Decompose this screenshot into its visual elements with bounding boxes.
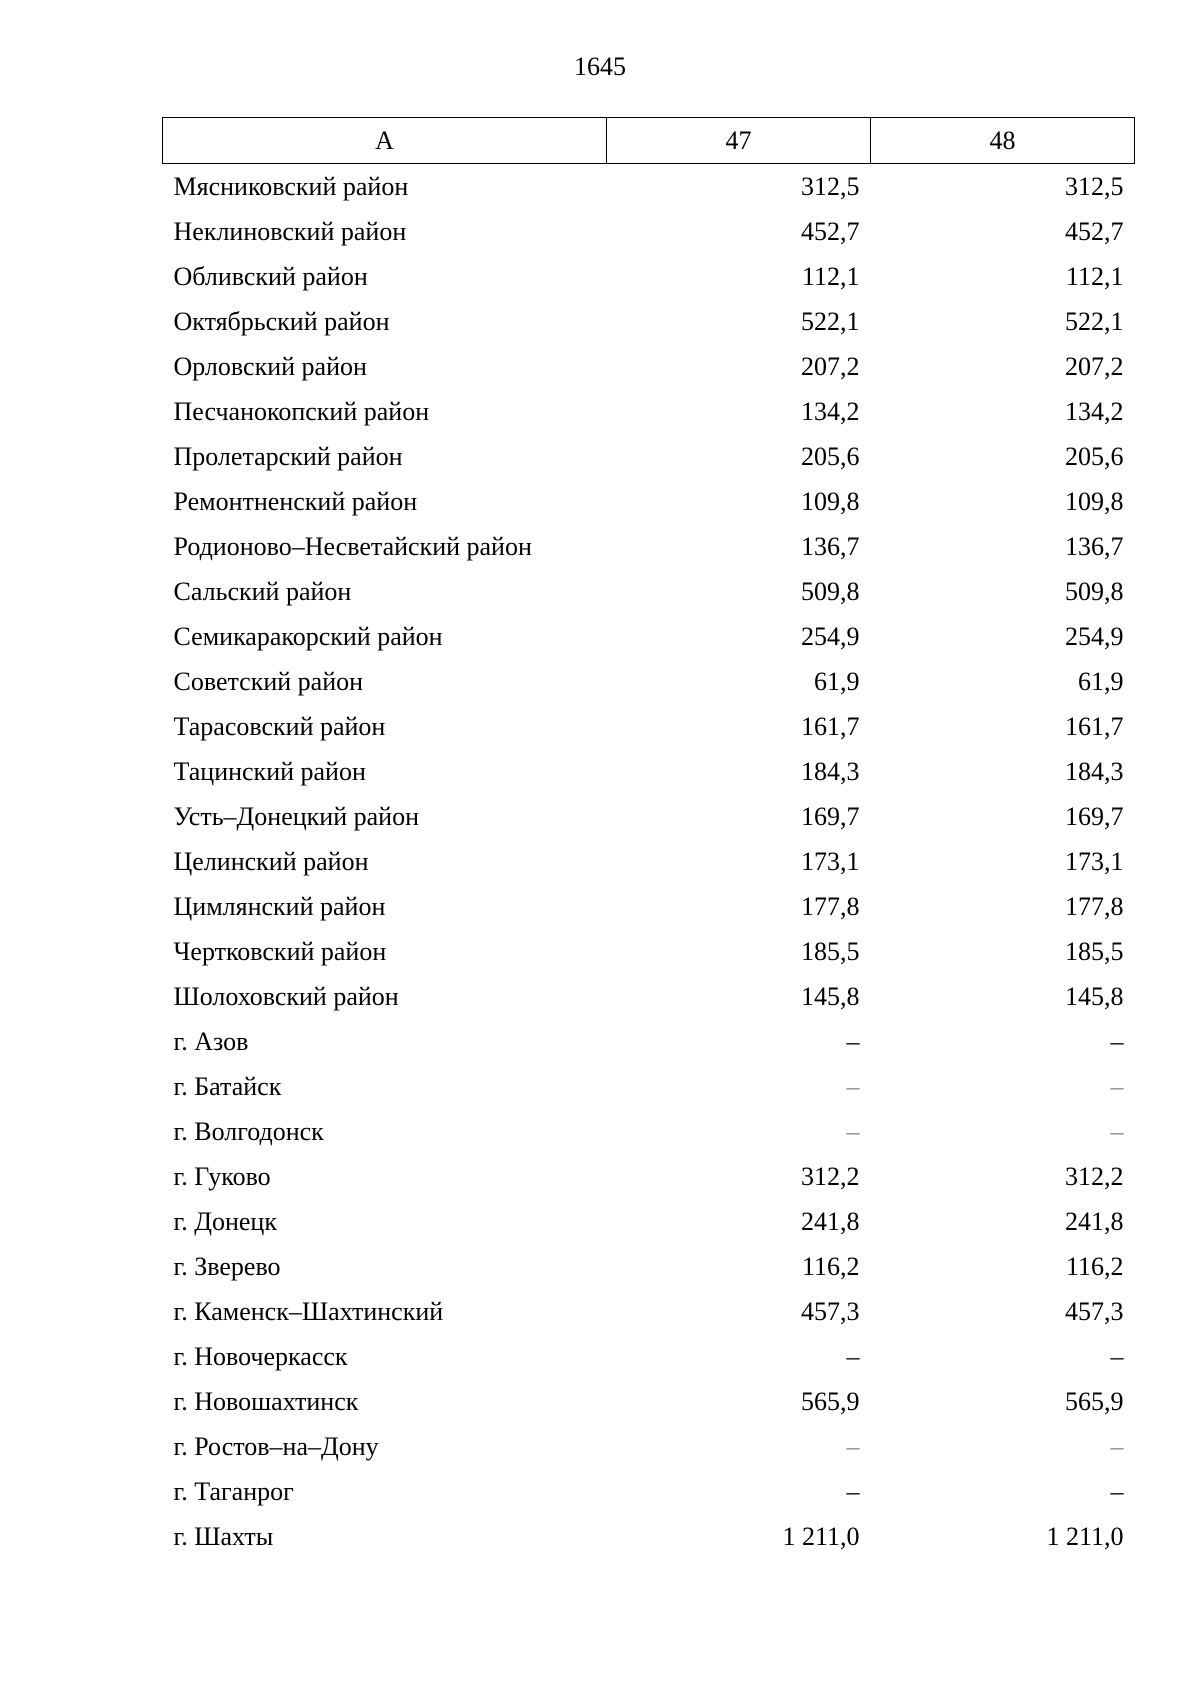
row-name-cell: г. Каменск–Шахтинский (173, 1296, 444, 1326)
row-name-cell: Шолоховский район (173, 981, 399, 1011)
value-47-cell: 241,8 (801, 1206, 860, 1236)
table-row (163, 929, 1135, 974)
value-47-cell: 116,2 (801, 1251, 860, 1281)
row-name-cell: Орловский район (173, 351, 367, 381)
value-48-cell: 134,2 (1065, 396, 1124, 426)
row-name-cell: Усть–Донецкий район (173, 801, 419, 831)
table-header-row (163, 118, 1135, 164)
value-47-cell: 457,3 (801, 1296, 860, 1326)
value-47-cell: – (846, 1071, 860, 1101)
value-48-cell: 61,9 (1078, 666, 1124, 696)
table-row (163, 254, 1135, 299)
value-47-cell: 207,2 (801, 351, 860, 381)
row-name-cell: Пролетарский район (173, 441, 403, 471)
value-48-cell: 509,8 (1065, 576, 1124, 606)
table-row (163, 1019, 1135, 1064)
value-48-cell: 457,3 (1065, 1296, 1124, 1326)
value-47-cell: – (846, 1026, 860, 1056)
value-48-cell: 109,8 (1065, 486, 1124, 516)
table-row (163, 1334, 1135, 1379)
row-name-cell: Обливский район (173, 261, 368, 291)
value-48-cell: 177,8 (1065, 891, 1124, 921)
value-47-cell: 205,6 (801, 441, 860, 471)
value-48-cell: 173,1 (1065, 846, 1124, 876)
row-name-cell: Песчанокопский район (173, 396, 430, 426)
row-name-cell: Цимлянский район (173, 891, 386, 921)
table-row (163, 1064, 1135, 1109)
table-row (163, 389, 1135, 434)
header-cell-47: 47 (607, 118, 871, 164)
value-48-cell: 136,7 (1065, 531, 1124, 561)
value-48-cell: – (1110, 1341, 1124, 1371)
value-48-cell: 522,1 (1065, 306, 1124, 336)
table-row (163, 299, 1135, 344)
table-row (163, 524, 1135, 569)
value-47-cell: – (846, 1116, 860, 1146)
table-row (163, 1424, 1135, 1469)
value-47-cell: 184,3 (801, 756, 860, 786)
row-name-cell: Чертковский район (173, 936, 387, 966)
row-name-cell: г. Шахты (173, 1521, 274, 1551)
value-47-cell: – (846, 1341, 860, 1371)
value-48-cell: 112,1 (1065, 261, 1124, 291)
value-47-cell: 509,8 (801, 576, 860, 606)
header-cell-48: 48 (871, 118, 1135, 164)
value-47-cell: 112,1 (801, 261, 860, 291)
table-row (163, 1514, 1135, 1559)
value-48-cell: 312,2 (1065, 1161, 1124, 1191)
value-47-cell: 177,8 (801, 891, 860, 921)
value-47-cell: 312,5 (801, 171, 860, 201)
table-row (163, 794, 1135, 839)
value-48-cell: 185,5 (1065, 936, 1124, 966)
row-name-cell: Ремонтненский район (173, 486, 418, 516)
value-47-cell: 145,8 (801, 981, 860, 1011)
value-48-cell: 312,5 (1065, 171, 1124, 201)
table-row (163, 614, 1135, 659)
value-47-cell: – (846, 1431, 860, 1461)
value-48-cell: – (1110, 1026, 1124, 1056)
row-name-cell: г. Донецк (173, 1206, 277, 1236)
value-47-cell: 173,1 (801, 846, 860, 876)
value-47-cell: 109,8 (801, 486, 860, 516)
value-47-cell: 61,9 (814, 666, 860, 696)
table-row (163, 434, 1135, 479)
value-48-cell: – (1110, 1431, 1124, 1461)
table-row (163, 1109, 1135, 1154)
value-48-cell: 1 211,0 (1046, 1521, 1124, 1551)
value-48-cell: 145,8 (1065, 981, 1124, 1011)
table-row (163, 1199, 1135, 1244)
table-row (163, 209, 1135, 254)
row-name-cell: Целинский район (173, 846, 369, 876)
table-row (163, 884, 1135, 929)
row-name-cell: Тацинский район (173, 756, 366, 786)
value-47-cell: 312,2 (801, 1161, 860, 1191)
row-name-cell: Семикаракорский район (173, 621, 443, 651)
table-row (163, 1244, 1135, 1289)
table-row (163, 659, 1135, 704)
table-row (163, 569, 1135, 614)
table-row (163, 839, 1135, 884)
row-name-cell: г. Батайск (173, 1071, 282, 1101)
row-name-cell: г. Волгодонск (173, 1116, 324, 1146)
value-47-cell: 452,7 (801, 216, 860, 246)
value-48-cell: 161,7 (1065, 711, 1124, 741)
value-47-cell: 565,9 (801, 1386, 860, 1416)
value-48-cell: 116,2 (1065, 1251, 1124, 1281)
row-name-cell: Октябрьский район (173, 306, 390, 336)
value-47-cell: 1 211,0 (782, 1521, 860, 1551)
row-name-cell: Тарасовский район (173, 711, 386, 741)
table-row (163, 974, 1135, 1019)
table-row (163, 749, 1135, 794)
table-row (163, 1289, 1135, 1334)
row-name-cell: Неклиновский район (173, 216, 407, 246)
page-number: 1645 (574, 52, 626, 81)
table-row (163, 479, 1135, 524)
row-name-cell: г. Азов (173, 1026, 249, 1056)
row-name-cell: г. Таганрог (173, 1476, 294, 1506)
data-table (162, 117, 1135, 1559)
value-47-cell: 254,9 (801, 621, 860, 651)
row-name-cell: г. Ростов–на–Дону (173, 1431, 379, 1461)
header-cell-a: А (163, 118, 607, 164)
value-48-cell: 169,7 (1065, 801, 1124, 831)
value-47-cell: 169,7 (801, 801, 860, 831)
row-name-cell: Мясниковский район (173, 171, 409, 201)
table-body (163, 164, 1135, 1560)
value-48-cell: 254,9 (1065, 621, 1124, 651)
value-48-cell: – (1110, 1116, 1124, 1146)
value-48-cell: 452,7 (1065, 216, 1124, 246)
row-name-cell: Советский район (173, 666, 364, 696)
value-48-cell: – (1110, 1476, 1124, 1506)
row-name-cell: г. Гуково (173, 1161, 271, 1191)
value-48-cell: 184,3 (1065, 756, 1124, 786)
row-name-cell: г. Зверево (173, 1251, 281, 1281)
value-47-cell: 161,7 (801, 711, 860, 741)
value-48-cell: 241,8 (1065, 1206, 1124, 1236)
row-name-cell: г. Новочеркасск (173, 1341, 348, 1371)
value-48-cell: – (1110, 1071, 1124, 1101)
value-47-cell: 522,1 (801, 306, 860, 336)
row-name-cell: Родионово–Несветайский район (173, 531, 532, 561)
table-row (163, 1469, 1135, 1514)
row-name-cell: Сальский район (173, 576, 352, 606)
table-row (163, 164, 1135, 210)
table-row (163, 344, 1135, 389)
value-48-cell: 207,2 (1065, 351, 1124, 381)
value-47-cell: 134,2 (801, 396, 860, 426)
row-name-cell: г. Новошахтинск (173, 1386, 359, 1416)
value-48-cell: 205,6 (1065, 441, 1124, 471)
table-row (163, 704, 1135, 749)
value-48-cell: 565,9 (1065, 1386, 1124, 1416)
value-47-cell: – (846, 1476, 860, 1506)
table-row (163, 1379, 1135, 1424)
value-47-cell: 185,5 (801, 936, 860, 966)
table-row (163, 1154, 1135, 1199)
value-47-cell: 136,7 (801, 531, 860, 561)
